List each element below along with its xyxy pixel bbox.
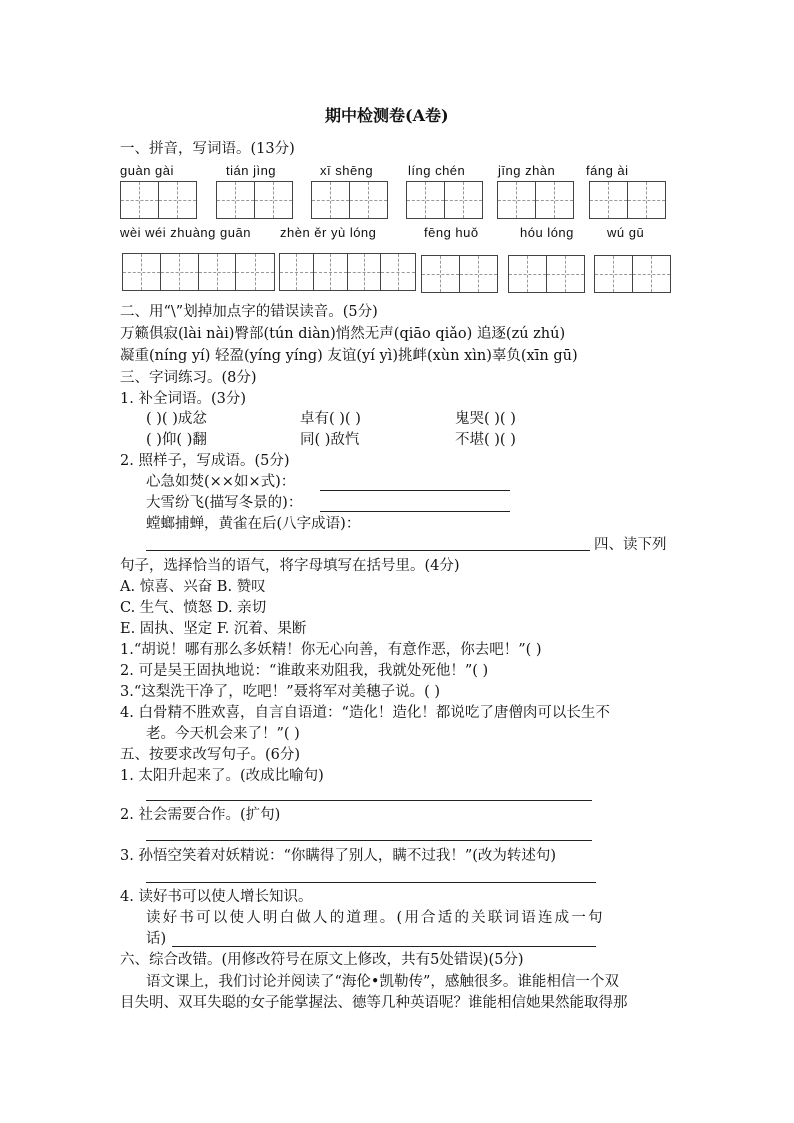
section-3-heading: 三、字词练习。(8分) — [120, 370, 257, 386]
pinyin-label: tián jìng — [226, 163, 277, 178]
example-prompt: 大雪纷飞(描写冬景的)： — [146, 495, 303, 511]
fill-in-word: 不堪( )( ) — [455, 432, 516, 448]
example-prompt: 螳螂捕蝉，黄雀在后(八字成语)： — [146, 516, 361, 532]
fill-in-word: ( )( )成忿 — [146, 411, 207, 427]
section-4-heading-cont: 句子，选择恰当的语气，将字母填写在括号里。(4分) — [120, 558, 460, 574]
pinyin-label: fēng huǒ — [424, 225, 479, 240]
section-5-heading: 五、按要求改写句子。(6分) — [120, 747, 301, 763]
pinyin-label: wèi wéi zhuàng guān — [120, 225, 251, 240]
answer-line[interactable] — [146, 550, 590, 551]
sentence-item: 4. 白骨精不胜欢喜，自言自语道：“造化！造化！都说吃了唐僧肉可以长生不 — [120, 705, 610, 721]
writing-grid[interactable] — [406, 181, 483, 219]
page-title: 期中检测卷(A卷) — [325, 106, 449, 125]
writing-grid[interactable] — [216, 181, 293, 219]
writing-grid[interactable] — [508, 255, 585, 293]
fill-in-word: 鬼哭( )( ) — [455, 411, 516, 427]
writing-grid[interactable] — [122, 253, 275, 291]
answer-line[interactable] — [320, 490, 510, 491]
rewrite-item: 2. 社会需要合作。(扩句) — [120, 807, 281, 823]
rewrite-item-cont: 读好书可以使人明白做人的道理。(用合适的关联词语连成一句 — [146, 910, 605, 926]
answer-line[interactable] — [146, 882, 596, 883]
pinyin-label: líng chén — [408, 163, 466, 178]
section-2-heading: 二、用“\”划掉加点字的错误读音。(5分) — [120, 304, 378, 320]
pinyin-label: wú gū — [607, 225, 645, 240]
rewrite-item-cont: 话) — [146, 931, 167, 947]
question-label: 1. 补全词语。(3分) — [120, 391, 246, 407]
question-label: 2. 照样子，写成语。(5分) — [120, 453, 290, 469]
writing-grid[interactable] — [589, 181, 666, 219]
answer-line[interactable] — [320, 511, 510, 512]
passage-line: 目失明、双耳失聪的女子能掌握法、德等几种英语呢？谁能相信她果然能取得那 — [120, 995, 628, 1011]
sentence-item: 1.“胡说！哪有那么多妖精！你无心向善，有意作恶，你去吧！”( ) — [120, 642, 542, 658]
writing-grid[interactable] — [421, 255, 498, 293]
section-1-heading: 一、拼音，写词语。(13分) — [120, 141, 295, 157]
passage-line: 语文课上，我们讨论并阅读了“海伦•凯勒传”，感触很多。谁能相信一个双 — [146, 974, 619, 990]
pinyin-label: zhèn ěr yù lóng — [280, 225, 377, 240]
writing-grid[interactable] — [311, 181, 388, 219]
sentence-item: 3.“这梨洗干净了，吃吧！”聂将军对美穗子说。( ) — [120, 684, 441, 700]
option-line: C. 生气、愤怒 D. 亲切 — [120, 600, 267, 616]
sentence-item: 2. 可是吴王固执地说：“谁敢来劝阻我，我就处死他！”( ) — [120, 663, 489, 679]
pinyin-label: jīng zhàn — [498, 163, 556, 178]
rewrite-item: 4. 读好书可以使人增长知识。 — [120, 889, 313, 905]
section-4-heading: 四、读下列 — [594, 537, 667, 553]
section-2-line: 凝重(níng yí) 轻盈(yíng yíng) 友谊(yí yì)挑衅(xùn xìn)辜负(xīn gū) — [120, 348, 578, 364]
writing-grid[interactable] — [497, 181, 574, 219]
rewrite-item: 3. 孙悟空笑着对妖精说：“你瞒得了别人，瞒不过我！”(改为转述句) — [120, 848, 557, 864]
pinyin-label: xī shēng — [320, 163, 374, 178]
fill-in-word: ( )仰( )翻 — [146, 432, 207, 448]
answer-line[interactable] — [146, 840, 592, 841]
pinyin-label: hóu lóng — [520, 225, 574, 240]
fill-in-word: 同( )敌忾 — [300, 432, 360, 448]
sentence-item-cont: 老。今天机会来了！”( ) — [146, 726, 300, 742]
writing-grid[interactable] — [594, 255, 671, 293]
option-line: A. 惊喜、兴奋 B. 赞叹 — [120, 579, 266, 595]
answer-line[interactable] — [146, 800, 592, 801]
answer-line[interactable] — [172, 946, 596, 947]
example-prompt: 心急如焚(××如×式)： — [146, 474, 296, 490]
writing-grid[interactable] — [120, 181, 197, 219]
pinyin-label: fáng ài — [586, 163, 629, 178]
option-line: E. 固执、坚定 F. 沉着、果断 — [120, 621, 307, 637]
writing-grid[interactable] — [279, 253, 416, 291]
fill-in-word: 卓有( )( ) — [300, 411, 361, 427]
rewrite-item: 1. 太阳升起来了。(改成比喻句) — [120, 768, 324, 784]
pinyin-label: guàn gài — [120, 163, 174, 178]
section-2-line: 万籁俱寂(lài nài)臀部(tún diàn)悄然无声(qiāo qiǎo) 追逐(zú zhú) — [120, 326, 566, 342]
section-6-heading: 六、综合改错。(用修改符号在原文上修改，共有5处错误)(5分) — [120, 952, 524, 968]
